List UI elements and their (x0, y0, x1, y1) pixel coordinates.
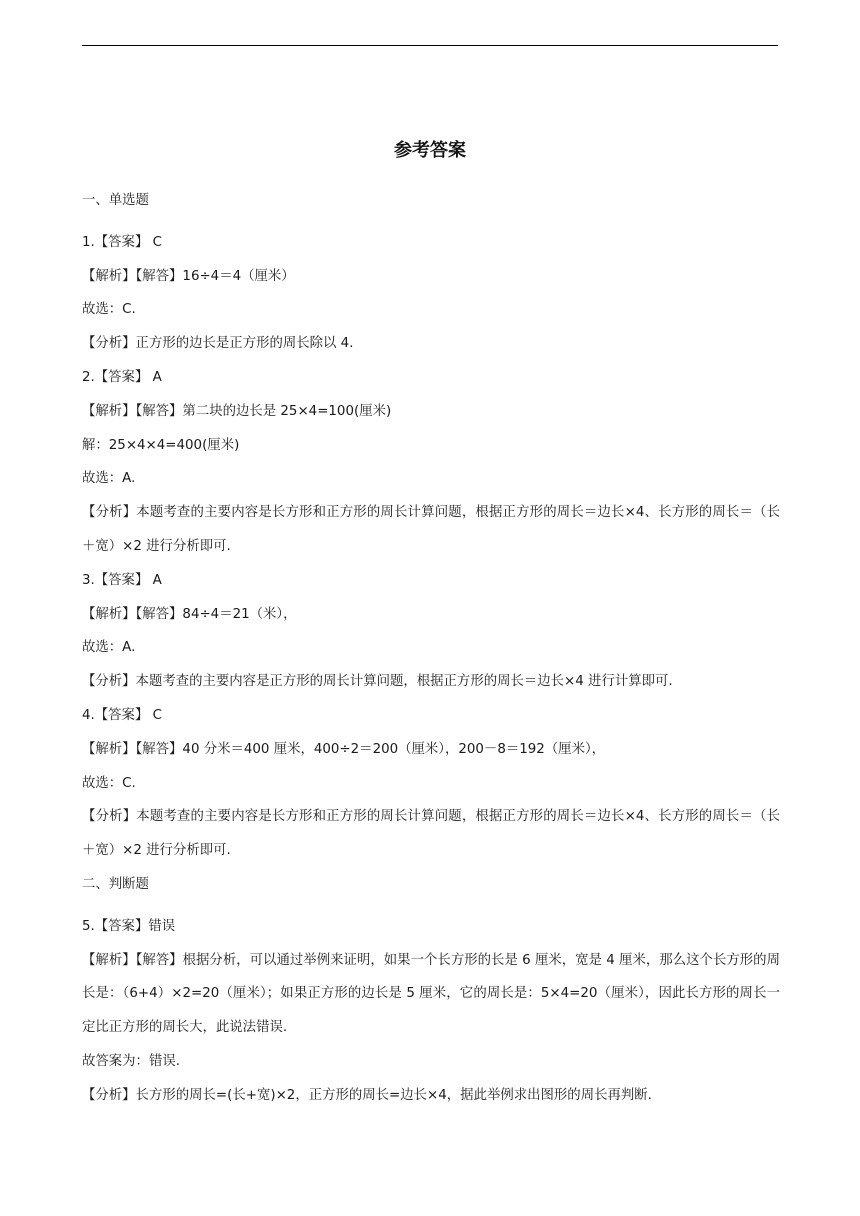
answer-line: 3.【答案】 A (82, 572, 162, 588)
answer-line: 2.【答案】 A (82, 369, 162, 385)
section-heading: 一、单选题 (82, 193, 149, 208)
analysis-line: 【分析】正方形的边长是正方形的周长除以 4. (82, 336, 354, 352)
answer-content (82, 184, 780, 1113)
question-3 (82, 564, 780, 699)
explanation-line: 【解析】【解答】40 分米＝400 厘米，400÷2＝200（厘米），200－8＝192（厘米）， (82, 741, 606, 757)
explanation-line: 【解析】【解答】84÷4＝21（米）， (82, 606, 297, 622)
header-rule (82, 45, 778, 46)
explanation-line: 【解析】【解答】16÷4＝4（厘米） (82, 268, 295, 284)
solution-line: 解：25×4×4=400(厘米) (82, 437, 240, 453)
answer-line: 4.【答案】 C (82, 707, 162, 723)
explanation-paragraph: 【解析】【解答】根据分析，可以通过举例来证明，如果一个长方形的长是 6 厘米，宽是 4 厘米，那么这个长方形的周长是：（6+4）×2=20（厘米）；如果正方形的边长是 5 厘米，它的周长是：5×4=20（厘米），因此长方形的周长一定比正方形的周长大，此说法错误. (82, 952, 780, 1036)
explanation-line: 【解析】【解答】第二块的边长是 25×4=100(厘米) (82, 403, 392, 419)
choice-line: 故选：A. (82, 471, 136, 487)
answer-line: 5.【答案】错误 (82, 918, 176, 934)
analysis-line: 【分析】本题考查的主要内容是正方形的周长计算问题，根据正方形的周长＝边长×4 进行计算即可. (82, 674, 673, 690)
question-2 (82, 361, 780, 564)
section-heading: 二、判断题 (82, 876, 149, 892)
answer-line: 1.【答案】 C (82, 234, 162, 250)
choice-line: 故选：C. (82, 775, 136, 791)
page-title: 参考答案 (394, 140, 466, 161)
analysis-paragraph: 【分析】本题考查的主要内容是长方形和正方形的周长计算问题，根据正方形的周长＝边长×4、长方形的周长＝（长＋宽）×2 进行分析即可. (82, 505, 780, 554)
question-1 (82, 226, 780, 361)
question-4 (82, 699, 780, 868)
analysis-line: 【分析】长方形的周长=(长+宽)×2，正方形的周长=边长×4，据此举例求出图形的周长再判断. (82, 1087, 652, 1103)
choice-line: 故选：A. (82, 640, 136, 656)
choice-line: 故答案为：错误. (82, 1053, 180, 1069)
choice-line: 故选：C. (82, 302, 136, 318)
question-5 (82, 910, 780, 1113)
analysis-paragraph: 【分析】本题考查的主要内容是长方形和正方形的周长计算问题，根据正方形的周长＝边长×4、长方形的周长＝（长＋宽）×2 进行分析即可. (82, 809, 780, 859)
